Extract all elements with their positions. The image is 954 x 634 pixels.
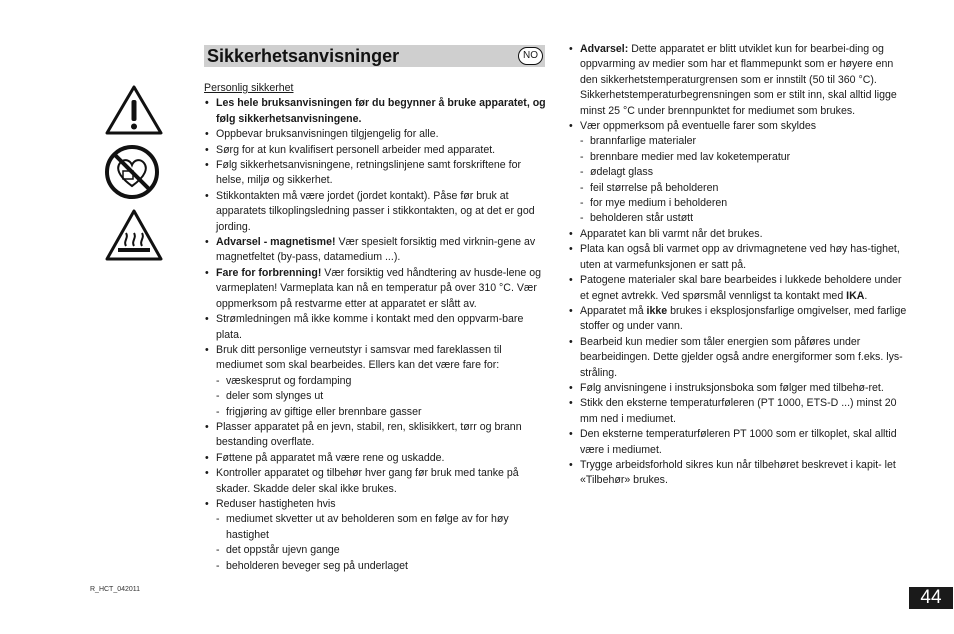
sub-item: - væskesprut og fordamping (216, 374, 549, 389)
sub-item: - brennbare medier med lav koketemperatur (580, 150, 913, 165)
item-text: Apparatet må (580, 304, 647, 317)
list-item: • Trygge arbeidsforhold sikres kun når tilbehøret beskrevet i kapit- let «Tilbehør» brukes. (568, 458, 913, 489)
hot-surface-icon (104, 208, 164, 262)
item-text: brukes i eksplosjonsfarlige omgivelser, med farlige stoffer og under vann. (580, 304, 907, 333)
list-item: • Sørg for at kun kvalifisert personell arbeider med apparatet. (204, 143, 549, 158)
list-item: • Apparatet kan bli varmt når det brukes. (568, 227, 913, 242)
section-heading: Personlig sikkerhet (204, 82, 294, 94)
list-item: • Føttene på apparatet må være rene og uskadde. (204, 451, 549, 466)
emphasis-text: ikke (646, 304, 668, 317)
item-text: Vær spesielt forsiktig med virknin-gene av magnetfeltet (by-pass, datamedium ...). (216, 236, 536, 264)
sub-item: - beholderen står ustøtt (580, 211, 913, 226)
list-item (204, 235, 549, 266)
item-text: Dette apparatet er blitt utviklet kun for bearbei-ding og oppvarming av medier som har et flammepunkt som er høyere enn den sikkerhetstemperaturgrensen som er innstilt (50 til 360 °C). (580, 43, 894, 86)
sub-item: - det oppstår ujevn gange (216, 543, 549, 558)
list-item: • Følg sikkerhetsanvisningene, retningslinjene samt forskriftene for helse, miljø og sikkerhet. (204, 158, 549, 189)
warning-label: Advarsel - magnetisme! (216, 236, 336, 249)
list-item: • Strømledningen må ikke komme i kontakt med den oppvarm-bare plata. (204, 312, 549, 343)
no-pacemaker-icon (104, 144, 160, 200)
brand-name: IKA (846, 289, 865, 302)
sub-item: - brannfarlige materialer (580, 134, 913, 149)
list-item: • Plata kan også bli varmet opp av drivmagnetene ved høy has-tighet, uten at varmefunksjonen er satt på. (568, 242, 913, 273)
list-item (204, 266, 549, 312)
sub-list (216, 512, 549, 574)
list-item (204, 497, 549, 574)
list-item: • Oppbevar bruksanvisningen tilgjengelig for alle. (204, 127, 549, 142)
page-title: Sikkerhetsanvisninger (207, 46, 400, 66)
item-text: Vær forsiktig ved håndtering av husde-lene og varmeplaten! Varmeplata kan nå en temperatur på over 310 °C. Vær oppmerksom på restvarme etter at apparatet er slått av. (216, 266, 542, 310)
list-item: • Plasser apparatet på en jevn, stabil, ren, sklisikkert, tørr og brann bestanding overflate. (204, 420, 549, 451)
left-column (204, 81, 549, 574)
sub-item: - deler som slynges ut (216, 389, 549, 404)
item-text: • Vær oppmerksom på eventuelle farer som skyldes (580, 120, 817, 133)
section-title-bar (204, 45, 545, 67)
list-item (568, 273, 913, 304)
list-item: • Følg anvisningene i instruksjonsboka som følger med tilbehø-ret. (568, 381, 913, 396)
list-item: • Den eksterne temperaturføleren PT 1000 som er tilkoplet, skal alltid være i mediumet. (568, 427, 913, 458)
list-item: • Les hele bruksanvisningen før du begynner å bruke apparatet, og følg sikkerhetsanvisningene. (204, 96, 549, 127)
item-text: • Bruk ditt personlige verneutstyr i samsvar med fareklassen til mediumet som skal bearbeides. Ellers kan det være fare for: (216, 343, 502, 372)
warning-triangle-icon (104, 84, 164, 136)
sub-item: - feil størrelse på beholderen (580, 181, 913, 196)
warning-label: Fare for forbrenning! (216, 266, 322, 279)
sub-item: - ødelagt glass (580, 165, 913, 180)
sub-item: - beholderen beveger seg på underlaget (216, 559, 549, 574)
list-item: • Stikkontakten må være jordet (jordet kontakt). Påse før bruk at apparatets tilkoplingsledning passer i stikkontakten, og at det er god jording. (204, 189, 549, 235)
document-code: R_HCT_042011 (90, 586, 141, 593)
sub-list (580, 134, 913, 226)
list-item (568, 304, 913, 335)
sub-item: - mediumet skvetter ut av beholderen som en følge av for høy hastighet (216, 512, 549, 543)
list-item (568, 119, 913, 227)
list-item: • Bearbeid kun medier som tåler energien som påføres under bearbeidingen. Dette gjelder også andre energiformer som f.eks. lys- stråling. (568, 335, 913, 381)
item-text: Sikkerhetstemperaturbegrensningen som er stilt inn, skal alltid ligge minst 25 °C under brennpunktet for mediumet som brukes. (580, 89, 897, 117)
item-text: Patogene materialer skal bare bearbeides i lukkede beholdere under et egnet avtrekk. Ved spørsmål vennligst ta kontakt med (580, 274, 902, 302)
list-item: • Stikk den eksterne temperaturføleren (PT 1000, ETS-D ...) minst 20 mm ned i mediumet. (568, 396, 913, 427)
item-text: • Reduser hastigheten hvis (216, 497, 336, 510)
sub-item: - for mye medium i beholderen (580, 196, 913, 211)
sub-list (216, 374, 549, 420)
safety-list-right (568, 42, 913, 489)
safety-pictograms (104, 84, 166, 270)
list-item (204, 343, 549, 420)
language-badge: NO (518, 47, 543, 65)
list-item (568, 42, 913, 119)
right-column (568, 42, 913, 489)
warning-label: Advarsel: (580, 43, 629, 55)
sub-item: - frigjøring av giftige eller brennbare gasser (216, 405, 549, 420)
safety-list-left (204, 96, 549, 574)
item-text: . (864, 289, 868, 302)
page-number: 44 (909, 587, 953, 609)
list-item: • Kontroller apparatet og tilbehør hver gang før bruk med tanke på skader. Skadde deler skal ikke brukes. (204, 466, 549, 497)
